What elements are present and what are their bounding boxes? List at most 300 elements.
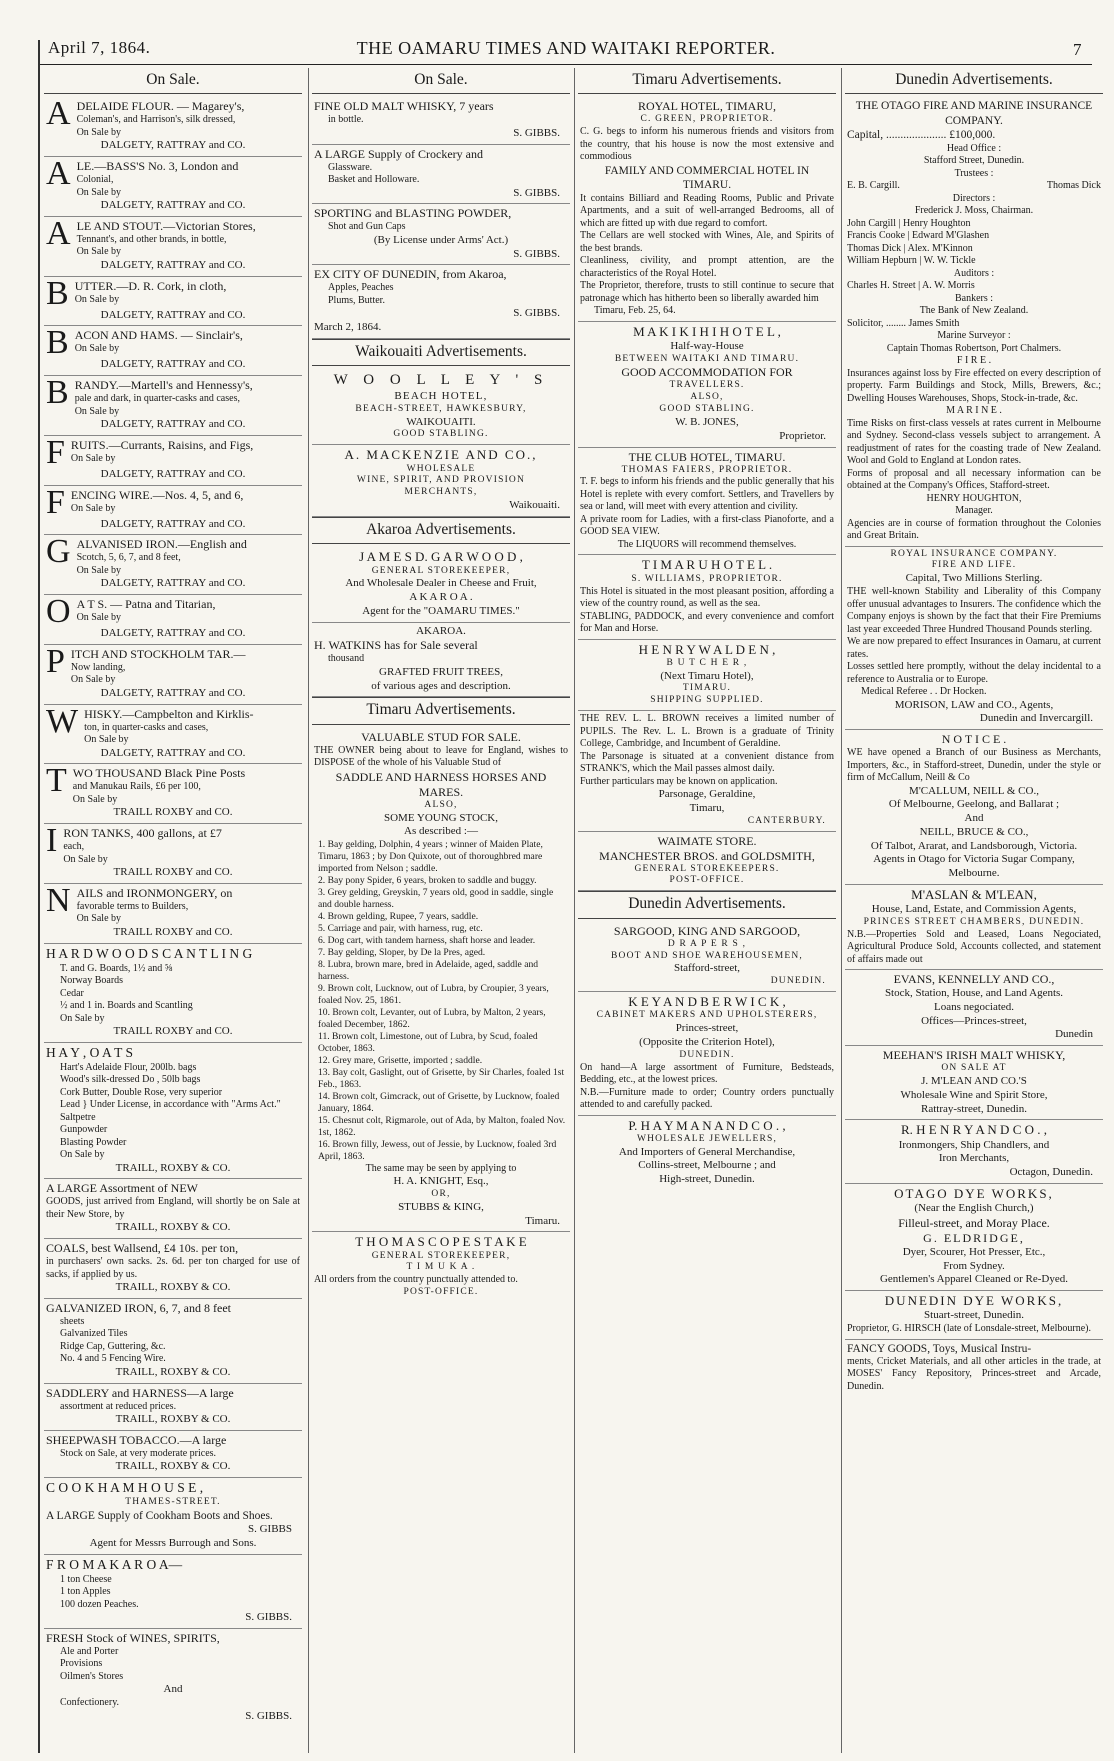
ad-line: Glassware. [328,161,373,173]
ad-line: Gunpowder [60,1124,108,1136]
ad-line: Rattray-street, Dunedin. [921,1102,1027,1115]
ad-signature: TRAILL ROXBY and CO. [113,866,233,879]
ad-signature: DALGETY, RATTRAY and CO. [100,577,246,590]
ad-line: Stafford Street, Dunedin. [923,155,1025,166]
ad-heading: K E Y A N D B E R W I C K , [628,994,786,1009]
ad-line: Dyer, Scourer, Hot Presser, Etc., [902,1245,1046,1258]
short-sale-ad [44,326,302,376]
ad-line: On Sale by [60,1012,105,1024]
ad-signature: S. GIBBS. [513,307,560,320]
stud-list-item: 3. Grey gelding, Greyskin, 7 years old, good in saddle, single and double harness. [318,887,554,911]
ad-line: Dunedin [1055,1028,1093,1041]
ad-line: Stock, Station, House, and Land Agents. [884,987,1064,1000]
ad-heading-text: RUITS.—Currants, Raisins, and Figs, [70,437,254,452]
ad-line: Ale and Porter [60,1645,119,1657]
ad-line: MERCHANTS, [404,487,478,498]
ad-line: On Sale by [76,126,122,138]
ad-line: S. WILLIAMS, PROPRIETOR. [631,573,783,584]
ad-body: We are now prepared to effect Insurances in Oamaru, at current rates. [847,636,1101,660]
ad-line: (Next Timaru Hotel), [660,669,754,682]
ad-heading: T I M A R U H O T E L . [641,557,773,573]
ad-body: THE OWNER being about to leave for England, wishes to DISPOSE of the whole of his Valuable Stud of [314,744,568,769]
stud-list [314,839,568,1163]
ad-signature: TRAILL, ROXBY & CO. [115,1161,231,1174]
ad-line: B U T C H E R , [666,657,748,668]
ad-heading: THE CLUB HOTEL, TIMARU. [628,449,786,464]
ad-line: On Sale by [76,186,122,198]
ad-heading-text: LE.—BASS'S No. 3, London and [76,159,239,174]
ad-line: BETWEEN WAITAKI AND TIMARU. [614,353,800,364]
ad-line: And [163,1683,183,1696]
ad-heading-text: ITCH AND STOCKHOLM TAR.— [70,646,246,661]
ad-line: Half-way-House [670,339,744,352]
section-header: Akaroa Advertisements. [312,517,570,544]
ad-heading-text: WO THOUSAND Black Pine Posts [72,766,246,781]
ad-line: (Near the English Church,) [914,1202,1034,1214]
ad-line: GENERAL STOREKEEPER, [371,565,511,576]
ad-line: FIRE AND LIFE. [931,560,1017,571]
ad-body: THE well-known Stability and Liberality of this Company offer unusual advantages to Insurers. The confidence which the Company enjoys is shown by the fact that their Fire Premiums last year exceeded Three Hundred Thousand Pounds sterling. [847,586,1101,635]
column-header: On Sale. [44,68,302,94]
ad-line: OR, [431,1188,451,1199]
ad-line: On Sale by [70,674,116,686]
ad-line: On Sale by [72,793,118,805]
ad-line: Coleman's, and Harrison's, silk dressed, [76,114,236,126]
ad-heading: OTAGO DYE WORKS, [894,1185,1054,1201]
garwood-ad [312,547,570,622]
ad-line: 100 dozen Peaches. [60,1598,139,1610]
ad-line: On Sale by [70,452,116,464]
column-divider [574,68,575,1753]
ad-line: THOMAS FAIERS, PROPRIETOR. [621,464,793,475]
ad-line: On Sale by [76,612,122,624]
ad-body: N.B.—Properties Sold and Leased, Loans Negociated, Agricultural Produce Sold, Accounts collected, and statement of affairs made out [847,928,1101,965]
galvanized-iron-ad [44,1299,302,1384]
ad-line: On Sale by [84,734,129,746]
ad-line: Captain Thomas Robertson, Port Chalmers. [886,342,1062,354]
ad-line: Filleul-street, and Moray Place. [898,1215,1050,1230]
ad-line: On Sale by [74,293,120,305]
drop-cap: B [46,324,69,362]
ad-signature: S. GIBBS. [513,247,560,260]
ad-line: Medical Referee . . Dr Hocken. [861,686,987,697]
ad-signature: DALGETY, RATTRAY and CO. [100,258,246,271]
ad-heading: THE OTAGO FIRE AND MARINE INSURANCE COMPANY. [855,100,1093,127]
ad-line: GOOD STABLING. [659,404,755,415]
stud-list-item: 11. Brown colt, Limestone, out of Lubra, by Scud, foaled October, 1863. [318,1030,538,1054]
ad-line: TIMARU. [682,683,732,694]
watkins-ad [312,623,570,698]
club-hotel-ad [578,448,836,556]
ad-line: Iron Merchants, [938,1152,1010,1165]
ad-line: From Sydney. [943,1259,1005,1272]
ad-line: STUBBS & KING, [398,1200,484,1213]
ad-heading: A. MACKENZIE AND CO., [344,447,538,463]
ad-line: Provisions [60,1658,103,1670]
ad-line: As described :— [404,825,478,838]
issue-date: April 7, 1864. [48,38,151,57]
ad-line: (Opposite the Criterion Hotel), [639,1035,775,1048]
ad-signature: DALGETY, RATTRAY and CO. [100,517,246,530]
ad-subheading: M A R I N E . [946,405,1002,416]
fresh-stock-ad [44,1629,302,1727]
ad-line: Apples, Peaches [328,282,394,294]
from-akaroa-ad [44,1555,302,1629]
short-sale-ad [44,97,302,157]
ad-line: Loans negociated. [933,1000,1015,1013]
ad-line: Agent for the "OAMARU TIMES." [362,604,520,617]
ad-line: Now landing, [70,661,126,673]
stud-list-item: 14. Brown colt, Gimcrack, out of Grisette, by Lucknow, foaled January, 1864. [318,1090,560,1114]
stud-list-item: 12. Grey mare, Grisette, imported ; saddle. [318,1054,483,1066]
stud-list-item: 9. Brown colt, Lucknow, out of Lubra, by Croupier, 3 years, foaled Nov. 25, 1861. [318,982,549,1006]
ad-line: WAIKOUAITI. [406,415,476,428]
short-sale-ad [44,535,302,595]
ad-heading: DUNEDIN DYE WORKS, [884,1293,1064,1308]
stud-sale-ad [312,728,570,1233]
ad-heading: SADDLERY and HARNESS—A large [46,1385,234,1400]
ad-line: thousand [328,653,365,665]
ad-line: T I M U K A . [406,1262,476,1273]
ad-body: Forms of proposal and all necessary information can be obtained at the Company's Offices, Stafford-street. [847,467,1101,491]
ad-line: DUNEDIN. [770,976,826,987]
ad-heading: EX CITY OF DUNEDIN, from Akaroa, [314,267,507,282]
ad-line: Oilmen's Stores [60,1670,124,1682]
cookham-house-ad [44,1478,302,1555]
ad-line: Scotch, 5, 6, 7, and 8 feet, [76,552,181,564]
ad-line: The Bank of New Zealand. [919,305,1029,316]
ad-heading-text: AILS and IRONMONGERY, on [76,885,233,900]
ad-line: Timaru. [525,1214,560,1227]
ad-body: The Cellars are well stocked with Wines, Ale, and Spirits of the best brands. [580,230,834,254]
ad-heading: MEEHAN'S IRISH MALT WHISKY, [882,1048,1066,1063]
short-sale-ad [44,881,302,944]
column-header: Timaru Advertisements. [578,68,836,94]
ad-heading: H A R D W O O D S C A N T L I N G [46,945,253,961]
stud-list-item: 10. Brown colt, Levanter, out of Lubra, by Malton, 2 years, foaled December, 1862. [318,1006,546,1030]
ad-line: Waikouaiti. [509,499,560,512]
drop-cap: N [46,881,71,919]
ad-signature: MORISON, LAW and CO., Agents, [894,698,1054,711]
ad-line: C. GREEN, PROPRIETOR. [640,114,774,125]
ad-heading-text: LE AND STOUT.—Victorian Stores, [76,218,256,233]
short-sale-ad [44,642,302,705]
ad-heading-text: DELAIDE FLOUR. — Magarey's, [76,99,245,114]
ad-heading: ROYAL INSURANCE COMPANY. [890,548,1058,559]
ad-line: Proprietor, G. HIRSCH (late of Lonsdale-street, Melbourne). [847,1323,1091,1334]
drop-cap: P [46,642,65,680]
ad-subheading: F I R E . [956,355,992,366]
drop-cap: A [46,95,71,133]
ad-heading: GALVANIZED IRON, 6, 7, and 8 feet [46,1300,231,1315]
ad-line: The same may be seen by applying to [365,1162,517,1174]
ad-line: Of Talbot, Ararat, and Landsborough, Victoria. [870,839,1078,852]
ad-line: Manager. [955,505,993,516]
ad-heading-text: A T S. — Patna and Titarian, [76,597,216,612]
short-sale-ad [44,483,302,536]
drop-cap: F [46,433,65,471]
ad-body: T. F. begs to inform his friends and the public generally that his Hotel is replete with every comfort. Settlers, and Travellers by sea or land, will meet with every attention and civility. [580,476,834,513]
drop-cap: O [46,593,71,631]
drop-cap: A [46,155,71,193]
trustee: E. B. Cargill. [847,180,900,191]
ad-body: in bottle. [328,114,364,126]
ad-line: PRINCES STREET CHAMBERS, DUNEDIN. [863,916,1085,927]
ad-line: WINE, SPIRIT, AND PROVISION [356,475,526,486]
ad-signature: DALGETY, RATTRAY and CO. [100,627,246,640]
key-berwick-ad [578,992,836,1116]
ad-line: Marine Surveyor : [937,330,1011,341]
ad-line: On Sale by [63,853,108,865]
ad-heading: W O O L L E Y ' S [333,372,549,389]
notice-ad [845,730,1103,885]
r-henry-ad [845,1120,1103,1184]
henry-walden-ad [578,640,836,712]
ad-body: ments, Cricket Materials, and all other articles in the trade, at MOSES' Fancy Repository, Princes-street and Arcade, Dunedin. [847,1355,1101,1392]
hay-oats-ad [44,1043,302,1180]
ad-line: Parsonage, Geraldine, [658,788,756,801]
ad-body: assortment at reduced prices. [60,1400,177,1412]
ad-line: Head Office : [946,142,1002,154]
ad-line: Saltpetre [60,1111,96,1123]
ad-body: Losses settled here promptly, without the delay incidental to a reference to Australia or to Europe. [847,661,1101,685]
ad-subheading: FAMILY AND COMMERCIAL HOTEL IN TIMARU. [604,164,810,192]
drop-cap: G [46,533,71,571]
ad-signature: S. GIBBS. [245,1709,292,1722]
ad-signature: DALGETY, RATTRAY and CO. [100,199,246,212]
crockery-ad [312,145,570,205]
otago-dye-works-ad [845,1184,1103,1291]
ad-heading-text: ACON AND HAMS. — Sinclair's, [74,328,243,343]
drop-cap: B [46,274,69,312]
ad-line: D R A P E R S , [667,938,747,949]
stud-list-item: 16. Brown filly, Jewess, out of Jessie, by Lucknow, foaled 3rd April, 1863. [318,1138,557,1162]
ad-line: And Importers of General Merchandise, [618,1145,796,1158]
short-sale-ad [44,157,302,217]
ad-line: of various ages and description. [371,679,511,692]
ad-line: Ironmongers, Ship Chandlers, and [898,1138,1050,1151]
ad-heading: WAIMATE STORE. [657,833,757,848]
moses-fancy-goods-ad [845,1340,1103,1397]
otago-insurance-ad [845,97,1103,546]
ad-line: and Manukau Rails, £6 per 100, [72,781,201,793]
column-on-sale [44,68,302,1753]
ad-line: NEILL, BRUCE & CO., [919,825,1029,838]
ad-line: Charles H. Street | A. W. Morris [847,280,975,291]
short-sale-ad [44,433,302,486]
ad-line: Wood's silk-dressed Do , 50lb bags [60,1074,201,1086]
ad-signature: TRAILL, ROXBY & CO. [115,1460,231,1473]
ad-line: Princes-street, [675,1022,739,1035]
ad-date: Timaru, Feb. 25, 64. [594,305,676,316]
ad-line: Ridge Cap, Guttering, &c. [60,1340,166,1352]
ad-line: each, [63,841,85,853]
ad-line: pale and dark, in quarter-casks and cases, [74,393,240,405]
ad-body: C. G. begs to inform his numerous friends and visitors from the country, that his house is now the most extensive and commodious [580,126,834,163]
ad-line: Timaru, [689,801,725,814]
ad-heading: R. H E N R Y A N D C O . , [900,1122,1048,1138]
short-sale-ad [44,764,302,824]
ad-heading-text: RON TANKS, 400 gallons, at £7 [63,826,222,841]
column-header: On Sale. [312,68,570,94]
stud-list-item: 7. Bay gelding, Sloper, by De la Pres, aged. [318,946,486,958]
ad-signature: HENRY HOUGHTON, [926,492,1022,504]
ad-signature: TRAILL ROXBY and CO. [113,1025,233,1037]
column-divider [841,68,842,1753]
drop-cap: I [46,822,58,860]
short-sale-ad [44,702,302,765]
short-sale-ad [44,595,302,645]
stud-list-item: 1. Bay gelding, Dolphin, 4 years ; winner of Maiden Plate, Timaru, 1863 ; by Don Quixote, out of thoroughbred mare imported from Nelson ; saddle. [318,839,543,875]
ad-line: Galvanized Tiles [60,1328,128,1340]
ad-heading: FRESH Stock of WINES, SPIRITS, [46,1630,220,1645]
ad-heading: T H O M A S C O P E S T A K E [355,1234,527,1250]
copestake-ad [312,1232,570,1301]
ad-heading-text: ALVANISED IRON.—English and [76,537,247,552]
ad-body: The Proprietor, therefore, trusts to still continue to secure that patronage which has hitherto been so liberally awarded him [580,280,834,304]
ad-body: Cleanliness, civility, and prompt attention, are the characteristics of the Royal Hotel. [580,255,834,279]
ad-line: Frederick J. Moss, Chairman. [914,205,1034,216]
waimate-store-ad [578,832,836,892]
ad-line: sheets [60,1315,85,1327]
ad-line: BOOT AND SHOE WAREHOUSEMEN, [611,950,803,961]
ad-heading: SHEEPWASH TOBACCO.—A large [46,1432,227,1447]
short-sale-ad [44,214,302,277]
ad-heading-text: UTTER.—D. R. Cork, in cloth, [74,278,227,293]
ad-line: Octagon, Dunedin. [1009,1166,1093,1178]
ad-signature: TRAILL ROXBY and CO. [113,806,233,819]
ad-heading-text: HISKY.—Campbelton and Kirklis- [84,706,254,721]
ad-heading: SPORTING and BLASTING POWDER, [314,206,512,221]
ad-line: ALSO, [424,799,458,810]
ad-signature: S. GIBBS. [245,1611,292,1624]
coals-ad [44,1239,302,1299]
ad-heading: ROYAL HOTEL, TIMARU, [638,99,776,114]
evans-kennelly-ad [845,970,1103,1046]
ad-signature: S. GIBBS. [513,186,560,199]
ad-line: GRAFTED FRUIT TREES, [379,665,503,678]
column-divider [308,68,309,1753]
ad-line: CABINET MAKERS AND UPHOLSTERERS, [596,1010,818,1021]
ad-line: Lead } Under License, in accordance with "Arms Act." [60,1099,281,1111]
malt-whisky-ad [312,97,570,144]
ad-line: ALSO, [690,392,724,403]
ad-body: This Hotel is situated in the most pleasant position, affording a view of the country round, as well as the sea. [580,585,834,609]
ad-signature: TRAILL, ROXBY & CO. [115,1365,231,1378]
ad-line: Auditors : [953,267,995,279]
ad-signature: TRAILL, ROXBY & CO. [115,1281,231,1294]
stud-list-item: 2. Bay pony Spider, 6 years, broken to saddle and buggy. [318,875,537,887]
ad-line: Cork Butter, Double Rose, very superior [60,1086,223,1098]
ad-heading: A LARGE Supply of Crockery and [314,146,483,161]
ad-body: THE REV. L. L. BROWN receives a limited number of PUPILS. The Rev. L. L. Brown is a graduate of Trinity College, Cambridge, and Incumbent of Geraldine. [580,713,834,750]
ad-line: On Sale by [76,564,122,576]
drop-cap: T [46,762,67,800]
ad-body: Stock on Sale, at very moderate prices. [60,1447,217,1459]
ad-line: ½ and 1 in. Boards and Scantling [60,1000,193,1011]
ex-city-of-dunedin-ad [312,265,570,339]
ad-line: Thomas Dick | Alex. M'Kinnon [847,242,973,254]
ad-line: H. A. KNIGHT, Esq., [393,1175,489,1188]
ad-subheading: SADDLE AND HARNESS HORSES AND MARES. [335,769,547,799]
ad-heading: SARGOOD, KING AND SARGOOD, [613,923,801,938]
timaru-hotel-ad [578,555,836,639]
ad-line: J. M'LEAN AND CO.'S [921,1075,1027,1087]
ad-body: Insurances against loss by Fire effected on every description of property. Farm Buildings and Stock, Mills, Brewers, &c.; Dwelling Houses Warehouses, Shops, Stock-in-trade, &c. [847,367,1101,404]
ad-line: All orders from the country punctually attended to. [314,1274,518,1286]
ad-line: GOOD STABLING. [393,429,489,440]
ad-signature: DALGETY, RATTRAY and CO. [100,686,246,699]
ad-line: High-street, Dunedin. [659,1173,755,1186]
sargood-ad [578,922,836,992]
ad-body: It contains Billiard and Reading Rooms, Public and Private Apartments, and a suit of well-arranged Bedrooms, all of which are fitted up with due regard to comfort. [580,192,834,229]
short-sale-ad [44,824,302,884]
ad-line: AKAROA. [416,624,466,637]
ad-line: ton, in quarter-casks and cases, [84,721,209,733]
stud-list-item: 8. Lubra, brown mare, bred in Adelaide, aged, saddle and harness. [318,958,539,982]
ad-line: On Sale by [74,343,120,355]
ad-line: GENERAL STOREKEEPERS. [634,863,780,874]
stud-list-item: 4. Brown gelding, Rupee, 7 years, saddle. [318,911,479,923]
ad-heading-text: ENCING WIRE.—Nos. 4, 5, and 6, [70,487,244,502]
newspaper-title: THE OAMARU TIMES AND WAITAKI REPORTER. [356,38,776,58]
ad-line: GOOD ACCOMMODATION FOR [621,365,793,380]
ad-line: MANCHESTER BROS. and GOLDSMITH, [599,848,815,863]
royal-hotel-ad [578,97,836,321]
ad-line: William Hepburn | W. W. Tickle [847,255,976,266]
ad-line: Capital, ..................... £100,000. [847,129,996,142]
left-margin-rule [38,40,40,1753]
ad-body: The LIQUORS will recommend themselves. [617,538,797,550]
ad-body: A private room for Ladies, with a first-class Pianoforte, and a GOOD SEA VIEW. [580,513,834,538]
ad-line: On Sale by [74,405,120,417]
dalgety-traill-ads [44,97,302,943]
ad-heading: M A K I K I H I H O T E L , [633,323,781,339]
ad-signature: TRAILL, ROXBY & CO. [115,1221,231,1234]
stud-list-item: 5. Carriage and pair, with harness, rug, etc. [318,923,483,935]
ad-heading: VALUABLE STUD FOR SALE. [361,729,521,744]
ad-line: Bankers : [954,292,994,304]
ad-heading: N O T I C E . [941,732,1007,746]
ad-line: And [964,812,984,824]
ad-heading: J A M E S D. G A R W O O D , [359,549,523,565]
column-timaru [578,68,836,1753]
ad-heading: COALS, best Wallsend, £4 10s. per ton, [46,1241,239,1256]
new-goods-ad [44,1179,302,1239]
ad-line: Stafford-street, [673,962,741,975]
page-number: 7 [1073,40,1082,59]
ad-signature: DALGETY, RATTRAY and CO. [100,358,246,371]
rev-brown-ad [578,711,836,831]
ad-line: Of Melbourne, Geelong, and Ballarat ; [888,798,1060,811]
ad-line: Agents in Otago for Victoria Sugar Company, Melbourne. [873,853,1075,879]
ad-line: House, Land, Estate, and Commission Agents, [871,903,1077,915]
section-header: Waikouaiti Advertisements. [312,339,570,366]
ad-line: TRAVELLERS. [669,380,745,391]
ad-line: On Sale by [76,246,122,258]
short-sale-ad [44,274,302,327]
ad-body: STABLING, PADDOCK, and every convenience and comfort for Man and Horse. [580,610,834,634]
ad-line: POST-OFFICE. [403,1286,479,1297]
ad-line: 1 ton Apples [60,1586,111,1598]
ad-signature: G. ELDRIDGE, [923,1230,1025,1245]
ad-line: Plums, Butter. [328,294,385,306]
ad-line: Solicitor, ........ James Smith [847,317,960,329]
sporting-powder-ad [312,204,570,265]
ad-line: (By License under Arms' Act.) [373,233,509,246]
ad-line: Norway Boards [60,975,124,986]
makikihi-hotel-ad [578,322,836,448]
